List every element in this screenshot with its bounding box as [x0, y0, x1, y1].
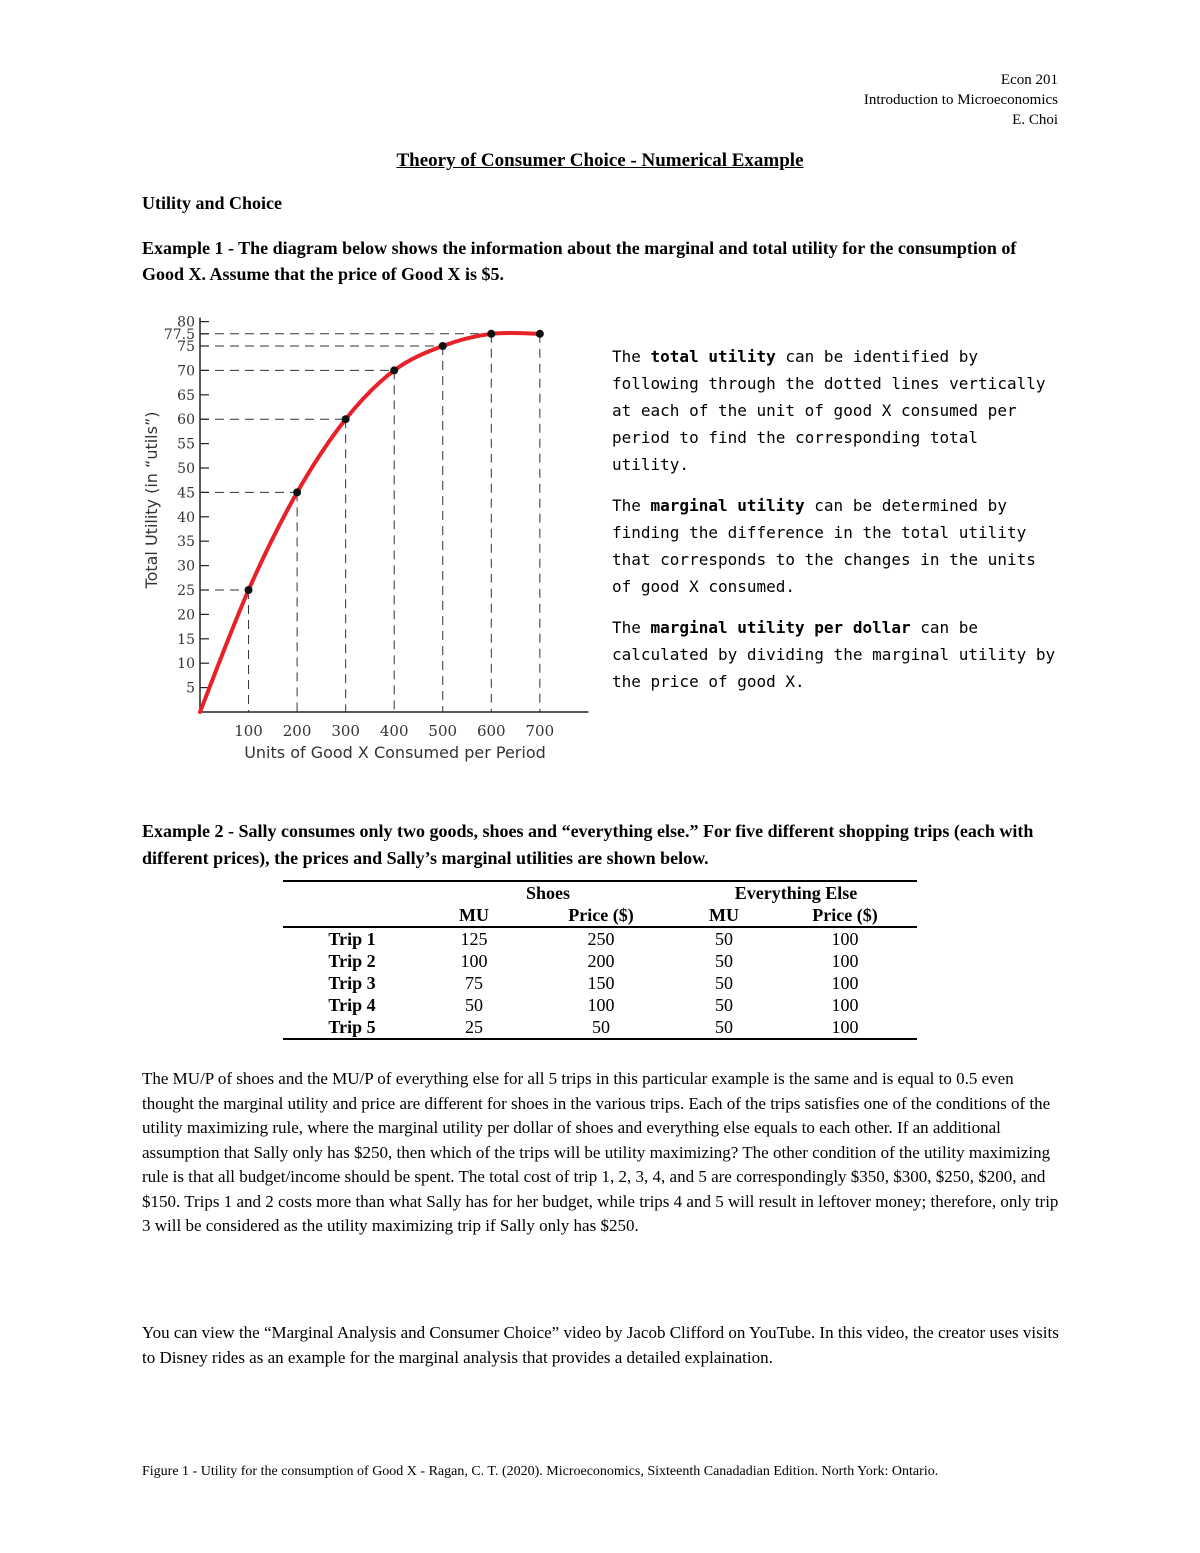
y-tick-label: 15: [177, 631, 195, 648]
note-term: marginal utility: [650, 496, 805, 515]
table-row: [283, 972, 917, 994]
data-point: [245, 586, 253, 594]
y-tick-label: 77.5: [163, 326, 195, 343]
else-price: 100: [831, 951, 859, 971]
note-text: can be determined by finding the difference in the total utility that corresponds to the changes in the units of good X consumed.: [612, 496, 1036, 596]
note-text: can be identified by following through the dotted lines vertically at each of the unit of good X consumed per period to find the corresponding total utility.: [612, 347, 1046, 474]
table-row: [283, 950, 917, 972]
x-tick-label: 700: [525, 722, 555, 740]
table-row: [283, 994, 917, 1016]
y-tick-label: 20: [177, 607, 195, 624]
else-price: 100: [831, 995, 859, 1015]
shoes-price: 100: [587, 995, 615, 1015]
trip-label: Trip 3: [328, 973, 376, 993]
trip-label: Trip 1: [328, 929, 376, 949]
y-tick-label: 55: [177, 436, 195, 453]
total-utility-note: [612, 343, 1062, 478]
total-utility-curve: [200, 333, 540, 712]
video-reference-paragraph: You can view the “Marginal Analysis and Consumer Choice” video by Jacob Clifford on YouTube. In this video, the creator uses visits to Disney rides as an example for the marginal analysis that provides a detailed explaination.: [142, 1323, 1059, 1367]
course-code: Econ 201: [1000, 72, 1058, 88]
page-title: Theory of Consumer Choice - Numerical Example: [396, 150, 804, 171]
else-mu: 50: [715, 995, 733, 1015]
else-price: 100: [831, 929, 859, 949]
example2-prompt: Example 2 - Sally consumes only two goods, shoes and “everything else.” For five different shopping trips (each with different prices), the prices and Sally’s marginal utilities are shown below.: [142, 821, 1034, 868]
trip-label: Trip 4: [328, 995, 376, 1015]
mu-per-dollar-note: [612, 614, 1062, 695]
data-point: [439, 342, 447, 350]
data-point: [390, 366, 398, 374]
y-tick-label: 30: [177, 558, 195, 575]
y-tick-label: 75: [177, 339, 195, 355]
note-text: can be calculated by dividing the marginal utility by the price of good X.: [612, 618, 1056, 691]
y-tick-label: 40: [177, 509, 195, 526]
shoes-price-header: Price ($): [527, 904, 675, 927]
data-point: [293, 488, 301, 496]
y-tick-label: 5: [186, 680, 195, 697]
else-price: 100: [831, 973, 859, 993]
table-row: [283, 1016, 917, 1039]
shoes-mu-header: MU: [421, 904, 527, 927]
y-tick-label: 10: [177, 656, 195, 673]
shoes-group-header: Shoes: [421, 881, 675, 904]
shoes-price: 50: [527, 1016, 675, 1039]
shoes-mu: 125: [460, 929, 488, 949]
else-price-header: Price ($): [773, 904, 917, 927]
shoes-mu: 25: [421, 1016, 527, 1039]
else-price: 100: [773, 1016, 917, 1039]
corner-cell: [283, 881, 421, 904]
x-axis-label: Units of Good X Consumed per Period: [244, 743, 546, 762]
utility-explanation: [612, 343, 1062, 709]
trip-label: Trip 5: [283, 1016, 421, 1039]
x-tick-label: 200: [282, 722, 312, 740]
else-mu: 50: [715, 951, 733, 971]
analysis-paragraph: The MU/P of shoes and the MU/P of everything else for all 5 trips in this particular example is the same and is equal to 0.5 even thought the marginal utility and price are different for shoes in the various trips. Each of the trips satisfies one of the conditions of the utility maximizing rule, where the marginal utility per dollar of shoes and everything else equals to each other. If an additional assumption that Sally only has $250, then which of the trips will be utility maximizing? The other condition of the utility maximizing rule is that all budget/income should be spent. The total cost of trip 1, 2, 3, 4, and 5 are correspondingly $350, $300, $250, $200, and $150. Trips 1 and 2 costs more than what Sally has for her budget, while trips 4 and 5 will result in leftover money; therefore, only trip 3 will be considered as the utility maximizing trip if Sally only has $250.: [142, 1069, 1059, 1235]
shoes-price: 200: [587, 951, 615, 971]
else-mu: 50: [715, 929, 733, 949]
y-tick-label: 35: [177, 534, 195, 551]
table-row: [283, 927, 917, 950]
shoes-price: 250: [587, 929, 615, 949]
x-tick-label: 400: [379, 722, 409, 740]
shoes-mu: 100: [460, 951, 488, 971]
everything-else-group-header: Everything Else: [675, 881, 917, 904]
y-tick-label: 70: [177, 363, 195, 380]
data-point: [487, 330, 495, 338]
y-tick-label: 60: [177, 412, 195, 429]
shoes-price: 150: [587, 973, 615, 993]
y-tick-label: 65: [177, 387, 195, 404]
note-text: The: [612, 496, 651, 515]
y-axis-label: Total Utility (in “utils”): [142, 411, 161, 589]
note-text: The: [612, 618, 651, 637]
shopping-trips-table: [283, 880, 917, 1040]
shoes-mu: 75: [465, 973, 483, 993]
corner-cell: [283, 904, 421, 927]
trip-label: Trip 2: [328, 951, 376, 971]
shoes-mu: 50: [465, 995, 483, 1015]
x-tick-label: 100: [234, 722, 263, 740]
instructor-name: E. Choi: [1012, 112, 1058, 128]
else-mu: 50: [675, 1016, 773, 1039]
data-point: [536, 330, 544, 338]
y-tick-label: 25: [177, 583, 195, 599]
y-tick-label: 80: [177, 314, 195, 331]
y-tick-label: 45: [177, 485, 195, 502]
note-term: total utility: [650, 347, 776, 366]
data-point: [342, 415, 350, 423]
y-tick-label: 50: [177, 461, 195, 477]
course-name: Introduction to Microeconomics: [863, 92, 1058, 108]
else-mu-header: MU: [675, 904, 773, 927]
section-heading: Utility and Choice: [142, 193, 283, 213]
marginal-utility-note: [612, 492, 1062, 600]
note-term: marginal utility per dollar: [650, 618, 911, 637]
figure-citation: Figure 1 - Utility for the consumption of Good X - Ragan, C. T. (2020). Microeconomics, Sixteenth Canadadian Edition. North York: Ontario.: [142, 1464, 939, 1479]
course-header: [864, 70, 1058, 130]
total-utility-chart: [135, 300, 605, 770]
else-mu: 50: [715, 973, 733, 993]
example1-prompt: Example 1 - The diagram below shows the information about the marginal and total utility for the consumption of Good X. Assume that the price of Good X is $5.: [142, 238, 1017, 284]
x-tick-label: 600: [476, 722, 506, 740]
x-tick-label: 300: [331, 722, 360, 740]
x-tick-label: 500: [428, 722, 458, 740]
note-text: The: [612, 347, 651, 366]
